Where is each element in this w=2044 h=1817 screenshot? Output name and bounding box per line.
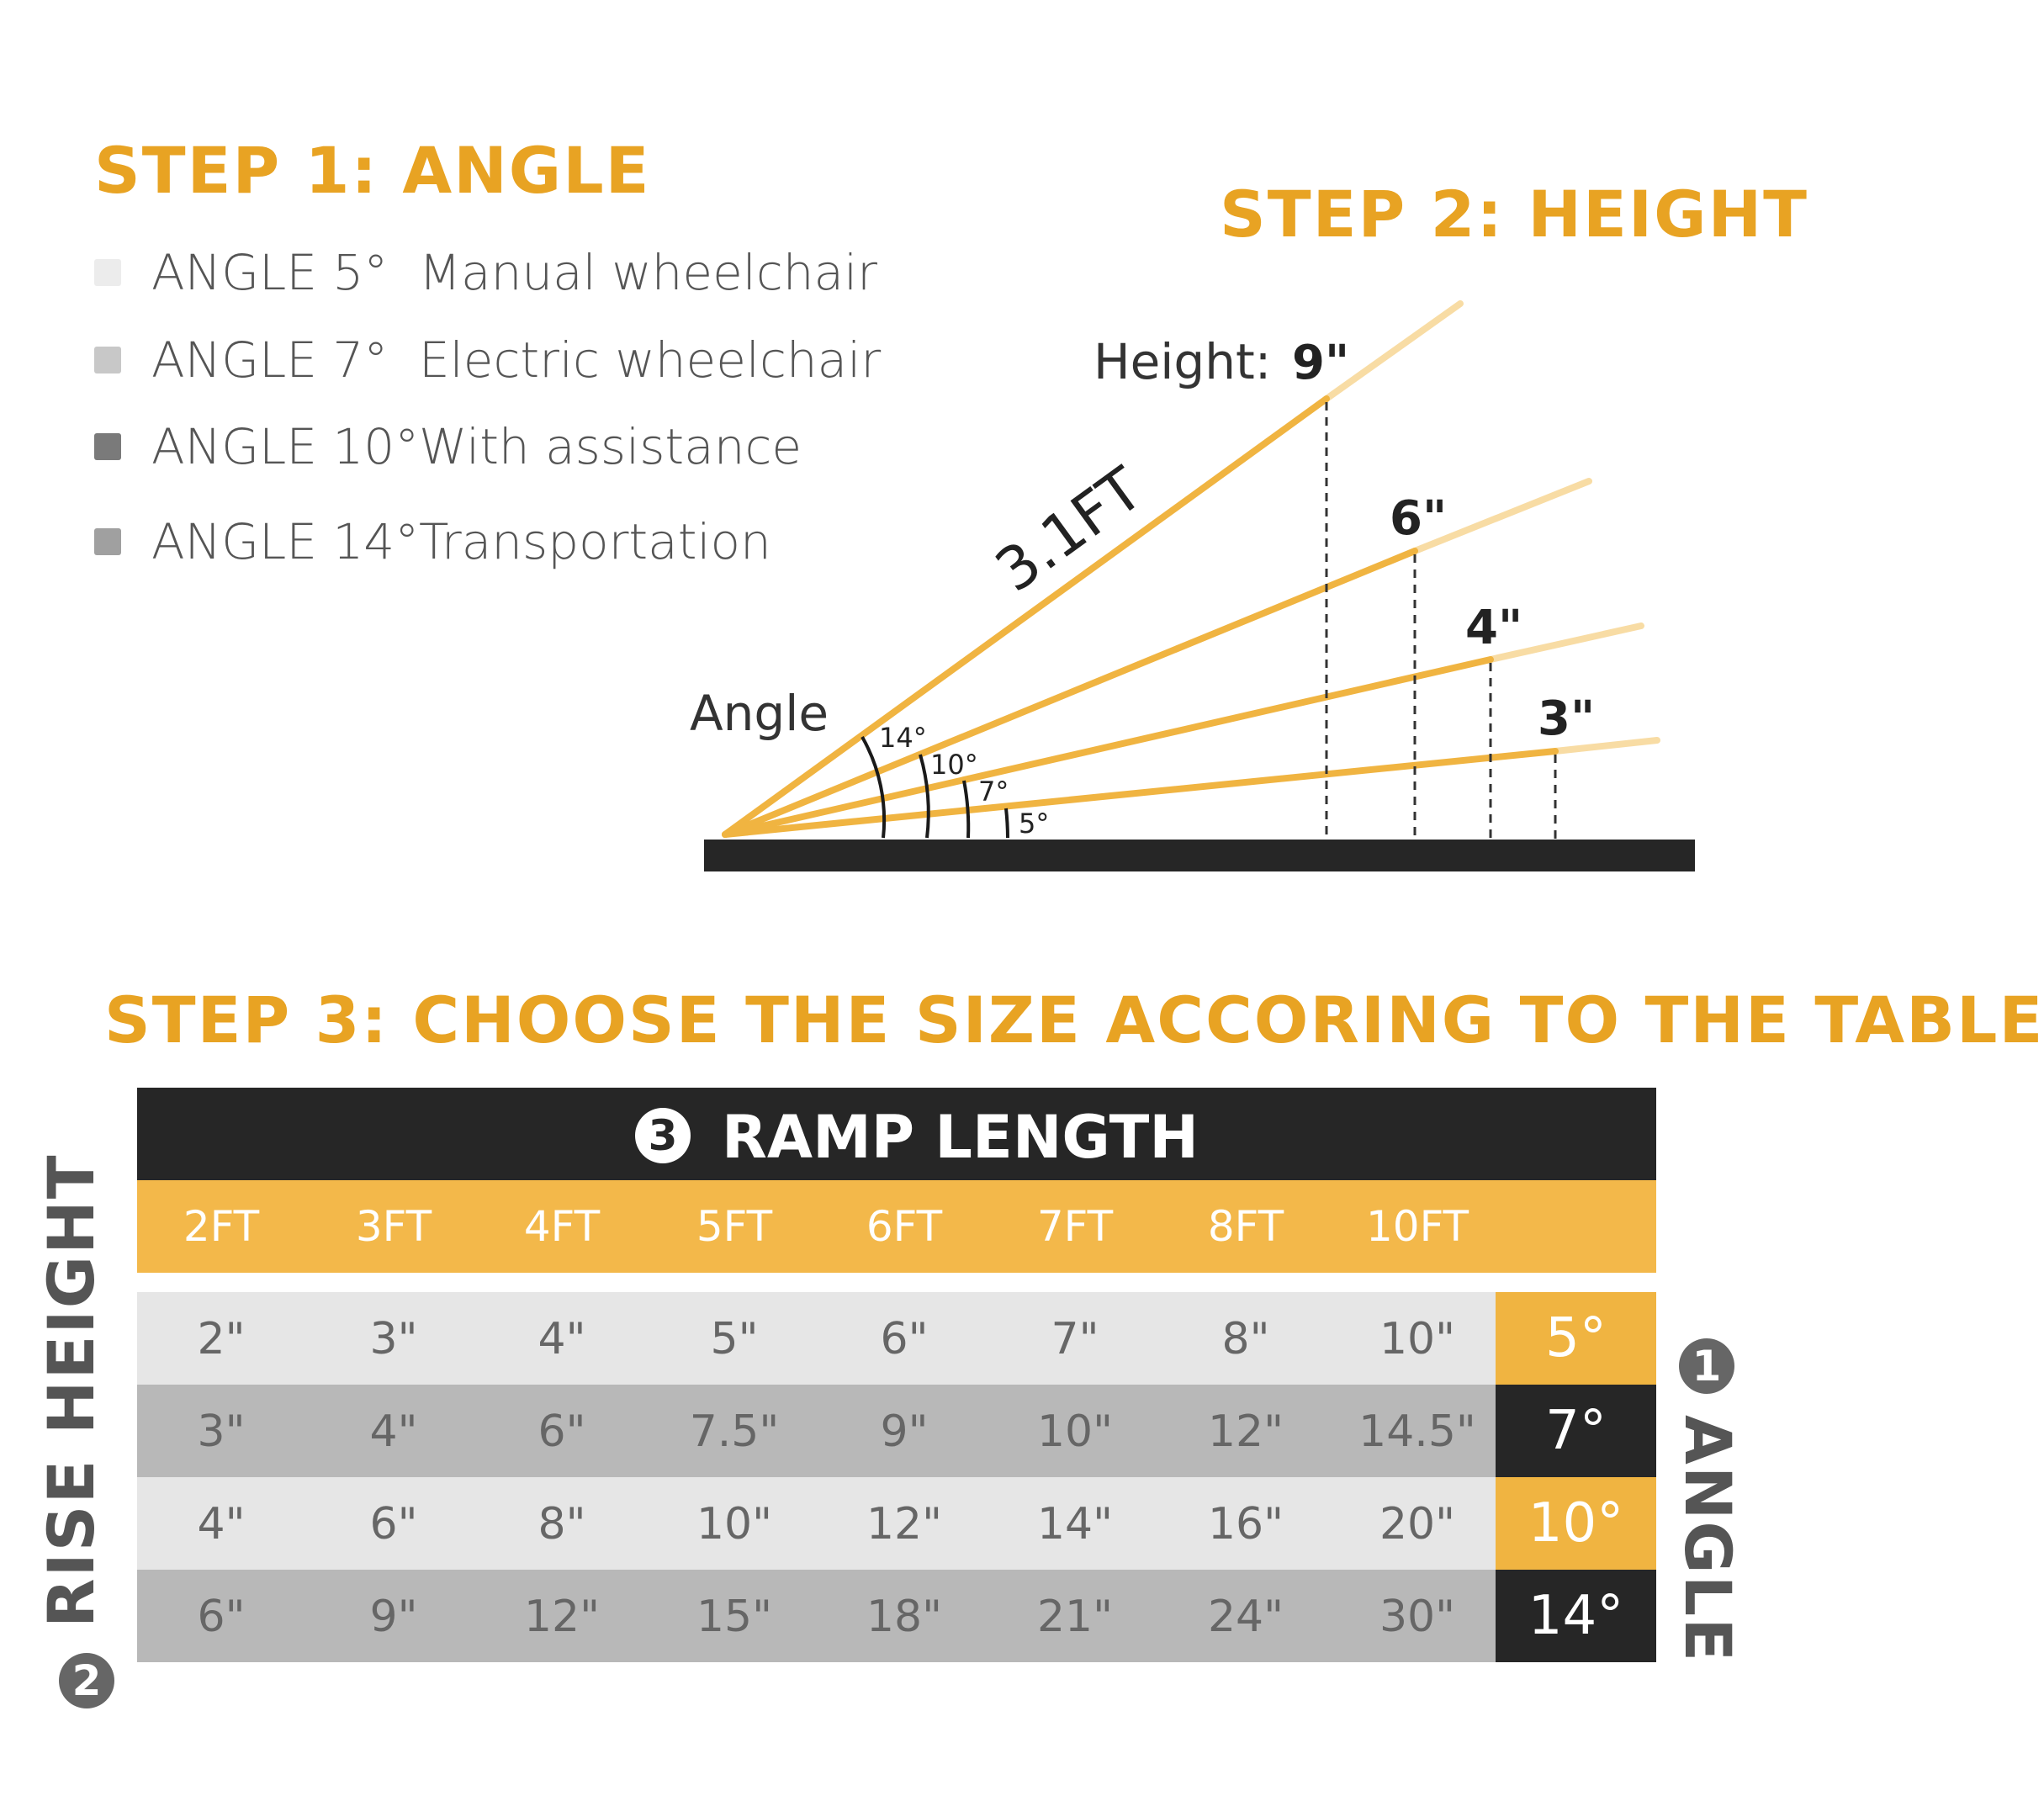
- angle-cell: 10°: [1496, 1477, 1656, 1570]
- rise-height-cell: 30": [1379, 1592, 1456, 1642]
- rise-height-cell: 14": [1036, 1499, 1114, 1549]
- angle-arc-10: [920, 755, 929, 838]
- legend-use: With assistance: [419, 418, 802, 475]
- rise-height-cell: 4": [537, 1314, 586, 1364]
- table-row: [137, 1570, 1656, 1662]
- rise-height-cell: 12": [866, 1499, 943, 1549]
- table-header: [137, 1088, 1656, 1180]
- ramp-line-7: [725, 660, 1491, 834]
- angle-value-5: 5°: [1019, 808, 1050, 840]
- rise-height-cell: 24": [1207, 1592, 1284, 1642]
- height-value-9: 9": [1292, 336, 1350, 390]
- rise-height-cell: 5": [710, 1314, 759, 1364]
- ramp-length-row: [137, 1180, 1656, 1273]
- legend-use: Electric wheelchair: [419, 331, 882, 389]
- rise-height-cell: 3": [369, 1314, 418, 1364]
- ramp-line-5: [725, 751, 1555, 834]
- table-row: [137, 1477, 1656, 1570]
- rise-height-cell: 6": [369, 1499, 418, 1549]
- angle-cell: 7°: [1496, 1385, 1656, 1477]
- ramp-length-cell: 3FT: [355, 1202, 432, 1251]
- ground-bar: [704, 840, 1695, 871]
- angle-value-7: 7°: [978, 776, 1009, 808]
- table-row: [137, 1385, 1656, 1477]
- angle-cell: 5°: [1496, 1292, 1656, 1385]
- rise-height-cell: 10": [1379, 1314, 1456, 1364]
- table-row: [137, 1292, 1656, 1385]
- rise-height-cell: 16": [1207, 1499, 1284, 1549]
- height-value-6: 6": [1390, 491, 1448, 546]
- legend-angle: ANGLE 5°: [151, 244, 389, 301]
- header-title: RAMP LENGTH: [722, 1103, 1199, 1172]
- rise-height-label: RISE HEIGHT: [34, 1153, 109, 1628]
- legend-angle: ANGLE 7°: [151, 331, 389, 389]
- rise-height-cell: 18": [866, 1592, 943, 1642]
- legend-angle: ANGLE 14°: [151, 513, 420, 570]
- rise-height-cell: 12": [523, 1592, 601, 1642]
- rise-height-cell: 14.5": [1358, 1406, 1476, 1457]
- step2-title: STEP 2: HEIGHT: [1220, 177, 1809, 252]
- ramp-length-label: 3.1FT: [982, 453, 1156, 606]
- rise-height-cell: 15": [696, 1592, 773, 1642]
- height-label: Height:: [1093, 333, 1272, 390]
- ramp-length-cell: 2FT: [183, 1202, 260, 1251]
- rise-height-cell: 10": [1036, 1406, 1114, 1457]
- ramp-length-cell: 7FT: [1036, 1202, 1114, 1251]
- step1-title: STEP 1: ANGLE: [94, 133, 651, 208]
- legend-angle: ANGLE 10°: [151, 418, 420, 475]
- ramp-length-cell: 4FT: [523, 1202, 601, 1251]
- rise-height-cell: 12": [1207, 1406, 1284, 1457]
- rise-height-cell: 7.5": [689, 1406, 780, 1457]
- rise-height-cell: 9": [369, 1592, 418, 1642]
- ramp-angle-diagram: [0, 0, 1783, 925]
- rise-height-cell: 21": [1036, 1592, 1114, 1642]
- header-number-badge: 3: [635, 1108, 691, 1163]
- rise-height-cell: 9": [880, 1406, 929, 1457]
- ramp-length-cell: 5FT: [696, 1202, 773, 1251]
- angle-title: Angle: [690, 685, 829, 742]
- angle-number-badge: 1: [1679, 1338, 1734, 1394]
- rise-number-badge: 2: [59, 1653, 114, 1708]
- rise-height-cell: 6": [880, 1314, 929, 1364]
- ramp-length-cell: 6FT: [866, 1202, 943, 1251]
- rise-height-cell: 6": [197, 1592, 246, 1642]
- rise-height-cell: 3": [197, 1406, 246, 1457]
- angle-arc-5: [1006, 808, 1008, 838]
- ramp-length-cell: 8FT: [1207, 1202, 1284, 1251]
- angle-side-label: ANGLE: [1671, 1415, 1745, 1664]
- rise-height-cell: 4": [369, 1406, 418, 1457]
- rise-height-cell: 2": [197, 1314, 246, 1364]
- legend-use: Manual wheelchair: [419, 244, 878, 301]
- angle-value-10: 10°: [930, 749, 978, 781]
- rise-height-cell: 4": [197, 1499, 246, 1549]
- rise-height-cell: 8": [1221, 1314, 1270, 1364]
- angle-cell: 14°: [1496, 1570, 1656, 1662]
- legend-use: Transportation: [419, 513, 771, 570]
- angle-value-14: 14°: [879, 722, 927, 754]
- rise-height-cell: 20": [1379, 1499, 1456, 1549]
- rise-height-cell: 6": [537, 1406, 586, 1457]
- rise-height-cell: 8": [537, 1499, 586, 1549]
- ramp-length-cell: 10FT: [1365, 1202, 1469, 1251]
- step3-title: STEP 3: CHOOSE THE SIZE ACCORING TO THE TABLE: [104, 983, 2044, 1057]
- height-value-4: 4": [1465, 601, 1523, 655]
- rise-height-cell: 7": [1051, 1314, 1099, 1364]
- rise-height-cell: 10": [696, 1499, 773, 1549]
- height-value-3: 3": [1538, 691, 1596, 746]
